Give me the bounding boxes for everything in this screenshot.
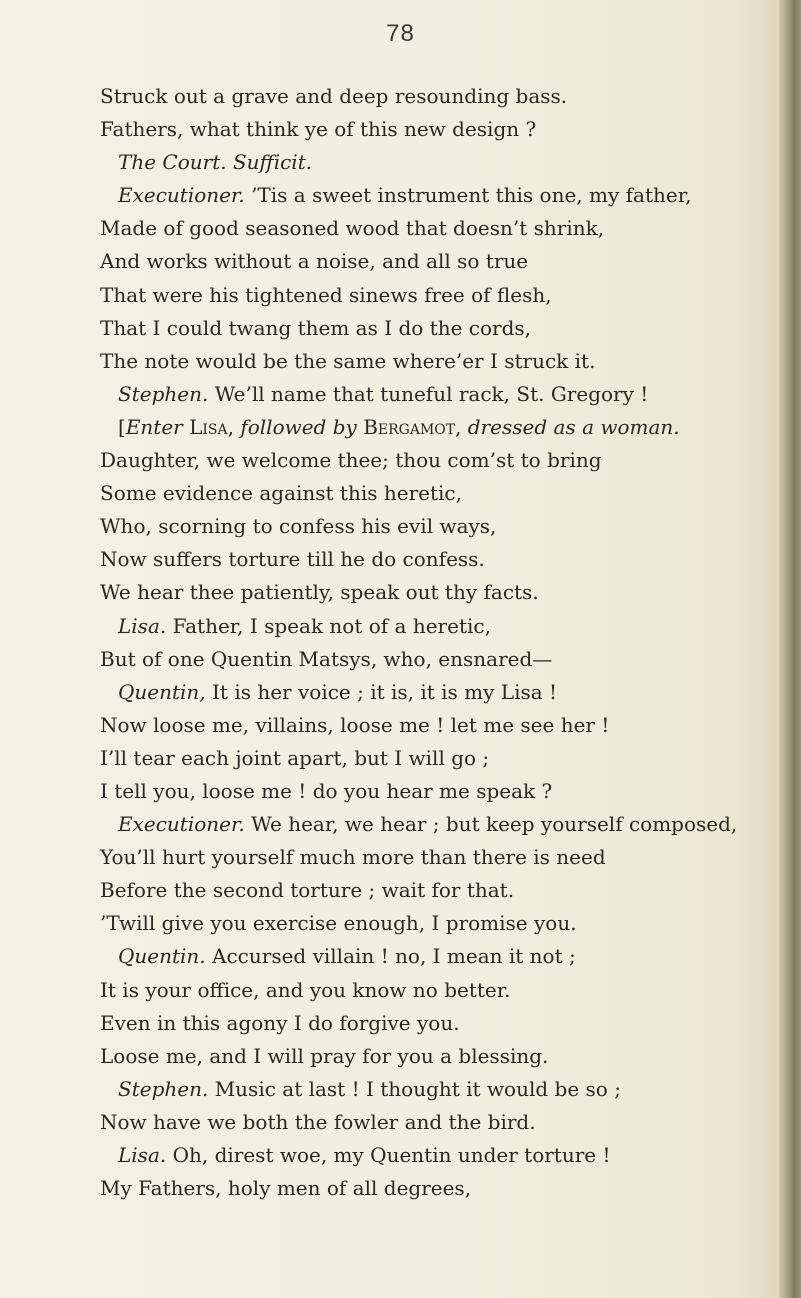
- verse-line: You’ll hurt yourself much more than there is need: [100, 845, 606, 870]
- speech-line: [100, 940, 780, 973]
- character-name: Bergamot,: [363, 414, 462, 439]
- verse-line: The note would be the same where’er I struck it.: [100, 348, 596, 373]
- speaker-name: The Court.: [118, 150, 227, 175]
- speech-line: [100, 179, 780, 212]
- speech-text: It is her voice ; it is, it is my Lisa !: [205, 679, 558, 704]
- speech-text: Sufficit.: [232, 150, 313, 175]
- speaker-name: Executioner.: [118, 183, 245, 208]
- stage-direction: [100, 411, 780, 444]
- stage-direction-text: followed by: [233, 414, 364, 439]
- bracket: [: [118, 414, 126, 439]
- verse-line: But of one Quentin Matsys, who, ensnared—: [100, 646, 553, 671]
- verse-line: Now have we both the fowler and the bird.: [100, 1109, 536, 1134]
- verse-line: Now loose me, villains, loose me ! let me see her !: [100, 712, 610, 737]
- verse-line: And works without a noise, and all so true: [100, 249, 529, 274]
- page-number: 78: [386, 20, 415, 47]
- stage-direction-text: dressed as a woman.: [461, 414, 680, 439]
- speech-text: We’ll name that tuneful rack, St. Gregory !: [208, 381, 649, 406]
- page-edge-shadow: [779, 0, 801, 1298]
- verse-line: Now suffers torture till he do confess.: [100, 547, 485, 572]
- verse-line: My Fathers, holy men of all degrees,: [100, 1176, 472, 1201]
- speaker-name: Stephen.: [118, 1076, 209, 1101]
- speech-line: [100, 610, 780, 643]
- speech-line: [100, 146, 780, 179]
- speech-line: [100, 808, 780, 841]
- verse-line: Even in this agony I do forgive you.: [100, 1010, 460, 1035]
- stage-direction-text: Enter: [125, 414, 190, 439]
- speech-text: Accursed villain ! no, I mean it not ;: [205, 944, 576, 969]
- verse-line: Before the second torture ; wait for that.: [100, 878, 515, 903]
- speech-text: Music at last ! I thought it would be so ;: [208, 1076, 621, 1101]
- speaker-name: Executioner.: [118, 812, 245, 837]
- verse-line: ’Twill give you exercise enough, I promise you.: [100, 911, 577, 936]
- verse-line: Loose me, and I will pray for you a blessing.: [100, 1043, 549, 1068]
- verse-line: Struck out a grave and deep resounding bass.: [100, 84, 568, 108]
- verse-line: Some evidence against this heretic,: [100, 481, 462, 506]
- verse-line: I’ll tear each joint apart, but I will go ;: [100, 745, 490, 770]
- speech-line: [100, 378, 780, 411]
- verse-line: It is your office, and you know no better.: [100, 977, 511, 1002]
- verse-line: That I could twang them as I do the cords,: [100, 315, 532, 340]
- speaker-name: Lisa.: [118, 613, 167, 638]
- speech-line: [100, 1139, 780, 1172]
- verse-line: I tell you, loose me ! do you hear me speak ?: [100, 778, 553, 803]
- speech-text: ’Tis a sweet instrument this one, my father,: [244, 183, 692, 208]
- speaker-name: Quentin,: [118, 679, 206, 704]
- verse-line: Fathers, what think ye of this new design ?: [100, 117, 537, 142]
- speech-text: Oh, direst woe, my Quentin under torture !: [166, 1143, 611, 1167]
- verse-line: Made of good seasoned wood that doesn’t shrink,: [100, 216, 605, 241]
- verse-line: Who, scorning to confess his evil ways,: [100, 514, 497, 539]
- speech-text: Father, I speak not of a heretic,: [166, 613, 491, 638]
- speaker-name: Stephen.: [118, 381, 209, 406]
- verse-text: [100, 80, 780, 1205]
- verse-line: We hear thee patiently, speak out thy facts.: [100, 580, 539, 605]
- character-name: Lisa,: [189, 414, 234, 439]
- speech-line: [100, 676, 780, 709]
- speaker-name: Lisa.: [118, 1143, 167, 1167]
- verse-line: Daughter, we welcome thee; thou com’st to bring: [100, 448, 602, 473]
- speech-text: We hear, we hear ; but keep yourself composed,: [244, 812, 738, 837]
- speaker-name: Quentin.: [118, 944, 206, 969]
- verse-line: That were his tightened sinews free of flesh,: [100, 282, 552, 307]
- speech-line: [100, 1073, 780, 1106]
